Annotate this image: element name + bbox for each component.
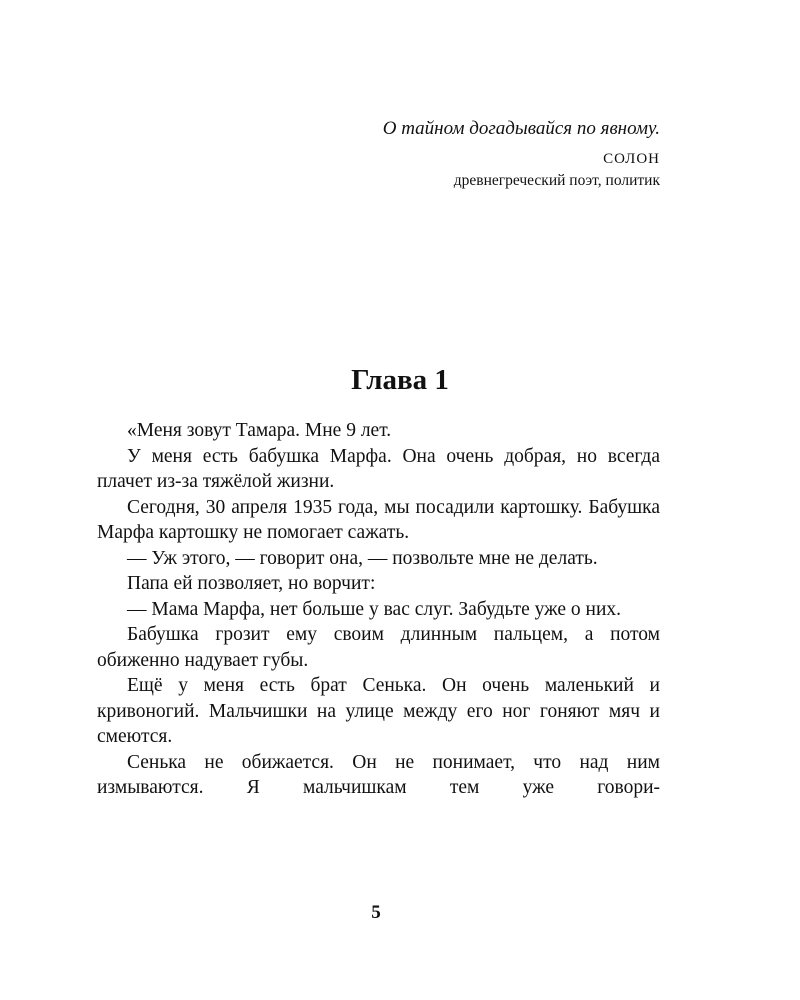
paragraph: «Меня зовут Тамара. Мне 9 лет. [127, 420, 392, 441]
paragraph: Сегодня, 30 апреля 1935 года, мы посадили картошку. Бабушка Марфа картошку не помогает сажать. [97, 496, 660, 543]
paragraph: Папа ей позволяет, но ворчит: [127, 573, 376, 594]
epigraph-quote: О тайном догадывайся по явному. [382, 118, 660, 139]
epigraph-author: СОЛОН [603, 151, 660, 167]
paragraph: Бабушка грозит ему своим длинным пальцем, а потом обиженно надувает губы. [97, 624, 660, 671]
paragraph: — Мама Марфа, нет больше у вас слуг. Забудьте уже о них. [127, 598, 622, 620]
epigraph [160, 116, 660, 192]
paragraph: — Уж этого, — говорит она, — позвольте мне не делать. [127, 547, 598, 569]
paragraph: Ещё у меня есть брат Сенька. Он очень маленький и кривоногий. Мальчишки на улице между его ног гоняют мяч и смеются. [97, 675, 660, 747]
page-number: 5 [371, 902, 381, 923]
epigraph-author-role: древнегреческий поэт, политик [453, 172, 660, 189]
paragraph: Сенька не обижается. Он не понимает, что над ним измываются. Я мальчишкам тем уже говори- [97, 751, 660, 798]
paragraph: У меня есть бабушка Марфа. Она очень добрая, но всегда плачет из-за тяжёлой жизни. [97, 445, 660, 492]
chapter-title: Глава 1 [351, 364, 449, 396]
chapter-body [97, 418, 660, 801]
